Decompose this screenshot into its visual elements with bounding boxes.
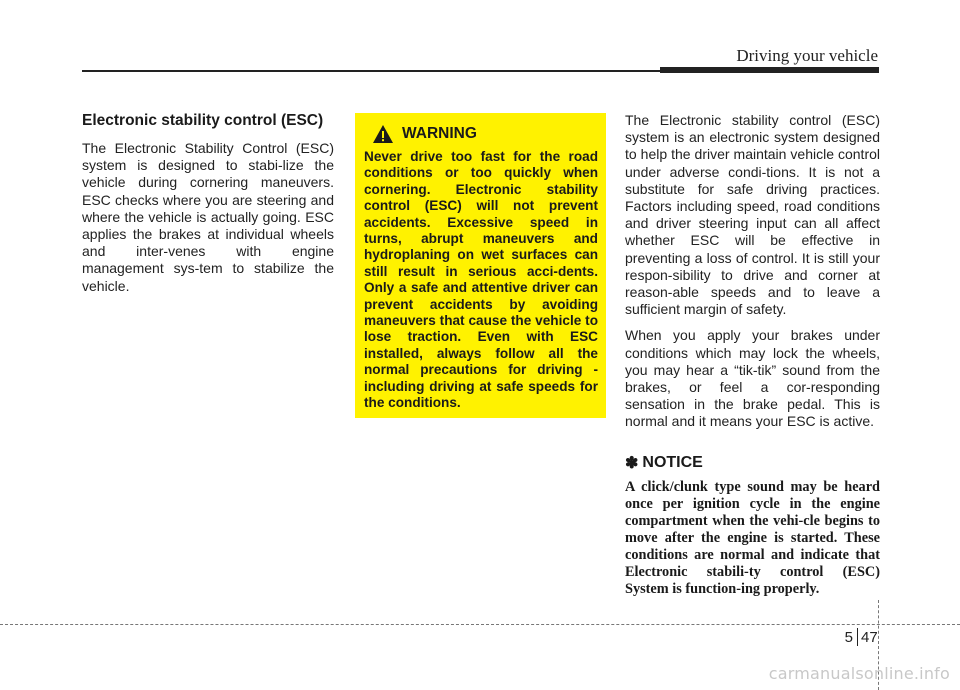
watermark: carmanualsonline.info bbox=[768, 664, 950, 683]
warning-header bbox=[364, 123, 598, 145]
left-column bbox=[82, 112, 334, 295]
footer-rule bbox=[0, 624, 960, 625]
page-number: 47 bbox=[861, 629, 878, 646]
section-number: 5 bbox=[844, 629, 853, 646]
esc-description-paragraph: The Electronic stability control (ESC) system is an electronic system designed to help the driver maintain vehicle control under adverse condi-tions. It is not a substitute for safe driving practices. Factors including speed, road conditions and driver steering input can all affect whether ESC will be effective in preventing a loss of control. It is still your respon-sibility to drive and corner at reason-able speeds and to leave a sufficient margin of safety. bbox=[625, 112, 880, 318]
notice-heading bbox=[625, 453, 880, 473]
header-rule-bold bbox=[660, 67, 879, 73]
running-header: Driving your vehicle bbox=[736, 46, 878, 65]
notice-text: A click/clunk type sound may be heard once per ignition cycle in the engine compartment when the vehi-cle begins to move after the engine is started. These conditions are normal and indicate that Electronic stabili-ty control (ESC) System is function-ing properly. bbox=[625, 478, 880, 598]
warning-title: WARNING bbox=[402, 125, 477, 142]
warning-box bbox=[355, 113, 606, 418]
brake-sound-paragraph: When you apply your brakes under conditions which may lock the wheels, you may hear a “tik-tik” sound from the brakes, or feel a cor-responding sensation in the brake pedal. This is normal and it means your ESC is active. bbox=[625, 327, 880, 430]
page-number-divider bbox=[857, 628, 858, 646]
intro-paragraph: The Electronic Stability Control (ESC) system is designed to stabi-lize the vehicle during cornering maneuvers. ESC checks where you are steering and where the vehicle is actually going. ESC applies the brakes at individual wheels and inter-venes with engine management sys-tem to stabilize the vehicle. bbox=[82, 140, 334, 294]
notice-title: NOTICE bbox=[642, 453, 703, 471]
notice-star-icon: ✽ bbox=[625, 454, 639, 472]
warning-text: Never drive too fast for the road conditions or too quickly when cornering. Electronic stability control (ESC) will not prevent accidents. Excessive speed in turns, abrupt maneuvers and hydroplaning on wet surfaces can still result in serious acci-dents. Only a safe and attentive driver can prevent accidents by avoiding maneuvers that cause the vehicle to lose traction. Even with ESC installed, always follow all the normal precautions for driving - including driving at safe speeds for the conditions. bbox=[364, 149, 598, 411]
warning-triangle-icon bbox=[372, 124, 394, 144]
section-title: Electronic stability control (ESC) bbox=[82, 112, 324, 129]
header-rule bbox=[82, 70, 662, 72]
right-column bbox=[625, 112, 880, 598]
